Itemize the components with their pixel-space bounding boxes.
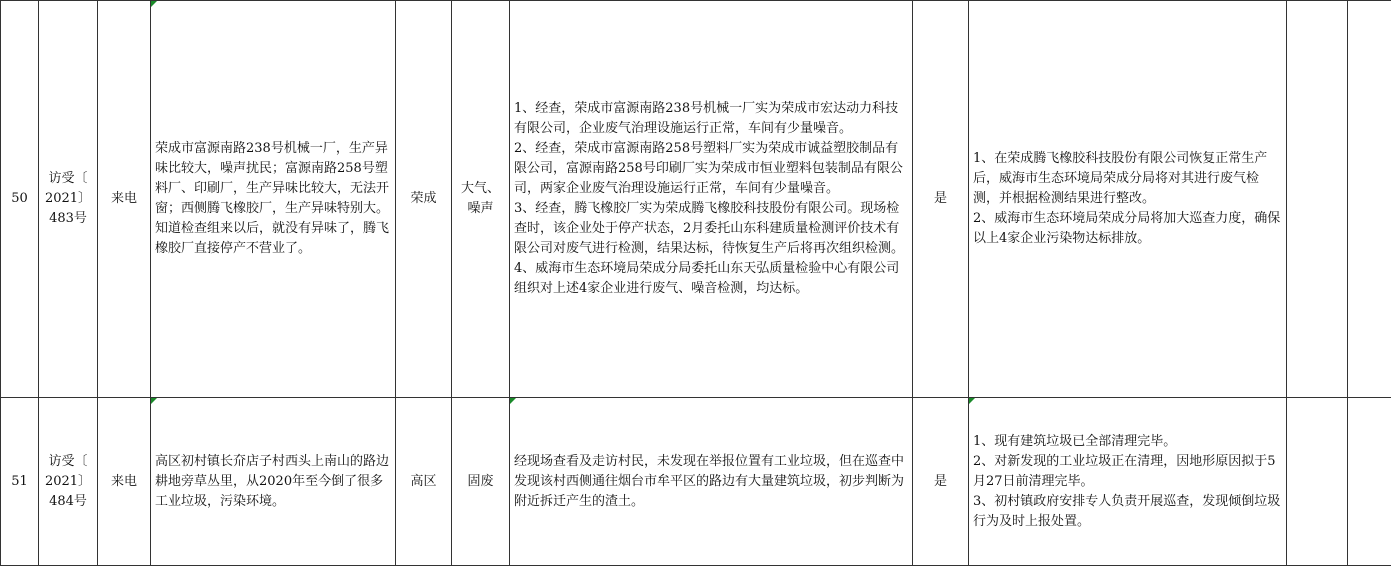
rectification-item: 1、在荣成腾飞橡胶科技股份有限公司恢复正常生产后，威海市生态环境局荣成分局将对其进行废气检测，并根据检测结果进行整改。: [973, 149, 1283, 209]
complaint-text: 荣成市富源南路238号机械一厂，生产异味比较大，噪声扰民；富源南路258号塑料厂、印刷厂，生产异味比较大，无法开窗；西侧腾飞橡胶厂，生产异味特别大。知道检查组来以后，就没有异味了，腾飞橡胶厂直接停产不营业了。: [155, 141, 389, 256]
source-cell[interactable]: [98, 1, 151, 398]
rectification-cell[interactable]: [969, 398, 1287, 566]
area-cell[interactable]: [396, 1, 452, 398]
case-id: 访受〔 2021〕 483号: [45, 171, 91, 226]
empty-cell[interactable]: [1287, 1, 1348, 398]
row-number: 51: [11, 474, 28, 489]
rectification-item: 2、对新发现的工业垃圾正在清理，因地形原因拟于5月27日前清理完毕。: [973, 452, 1283, 492]
area: 高区: [410, 474, 436, 489]
finding-item: 3、经查，腾飞橡胶厂实为荣成腾飞橡胶科技股份有限公司。现场检查时，该企业处于停产状态，2月委托山东科建质量检测评价技术有限公司对废气进行检测，结果达标，待恢复生产后将再次组织检测。: [514, 199, 909, 259]
verified: 是: [934, 191, 947, 206]
complaint-text: 高区初村镇长夼店子村西头上南山的路边耕地旁草丛里，从2020年至今倒了很多工业垃圾，污染环境。: [155, 454, 389, 509]
pollution-type: 大气、 噪声: [461, 181, 500, 216]
pollution-type-cell[interactable]: [452, 1, 510, 398]
rectification-item: 3、初村镇政府安排专人负责开展巡查，发现倾倒垃圾行为及时上报处置。: [973, 492, 1283, 532]
findings-cell[interactable]: [510, 1, 913, 398]
source: 来电: [111, 474, 137, 489]
verified-cell[interactable]: [913, 1, 969, 398]
case-id-cell[interactable]: [39, 1, 98, 398]
row-number-cell[interactable]: [1, 1, 39, 398]
case-id-cell[interactable]: [39, 398, 98, 566]
empty-cell[interactable]: [1348, 1, 1391, 398]
complaint-cell[interactable]: [151, 1, 396, 398]
area-cell[interactable]: [396, 398, 452, 566]
pollution-type-cell[interactable]: [452, 398, 510, 566]
row-number-cell[interactable]: [1, 398, 39, 566]
rectification-item: 1、现有建筑垃圾已全部清理完毕。: [973, 432, 1283, 452]
case-id: 访受〔 2021〕 484号: [45, 454, 91, 509]
row-number: 50: [11, 191, 28, 206]
rectification-cell[interactable]: [969, 1, 1287, 398]
finding-item: 经现场查看及走访村民，未发现在举报位置有工业垃圾，但在巡查中发现该村西侧通往烟台市牟平区的路边有大量建筑垃圾，初步判断为附近拆迁产生的渣土。: [514, 452, 909, 512]
table-row: [1, 398, 1391, 566]
rectification-item: 2、威海市生态环境局荣成分局将加大巡查力度，确保以上4家企业污染物达标排放。: [973, 209, 1283, 249]
verified: 是: [934, 474, 947, 489]
finding-item: 2、经查，荣成市富源南路258号塑料厂实为荣成市诚益塑胶制品有限公司，富源南路258号印刷厂实为荣成市恒业塑料包装制品有限公司，两家企业废气治理设施运行正常，车间有少量噪音。: [514, 139, 909, 199]
source: 来电: [111, 191, 137, 206]
complaint-cell[interactable]: [151, 398, 396, 566]
source-cell[interactable]: [98, 398, 151, 566]
verified-cell[interactable]: [913, 398, 969, 566]
pollution-type: 固废: [467, 474, 493, 489]
findings-cell[interactable]: [510, 398, 913, 566]
empty-cell[interactable]: [1287, 398, 1348, 566]
empty-cell[interactable]: [1348, 398, 1391, 566]
finding-item: 1、经查，荣成市富源南路238号机械一厂实为荣成市宏达动力科技有限公司，企业废气治理设施运行正常，车间有少量噪音。: [514, 99, 909, 139]
table-row: [1, 1, 1391, 398]
area: 荣成: [410, 191, 436, 206]
finding-item: 4、威海市生态环境局荣成分局委托山东天弘质量检验中心有限公司组织对上述4家企业进行废气、噪音检测，均达标。: [514, 259, 909, 299]
